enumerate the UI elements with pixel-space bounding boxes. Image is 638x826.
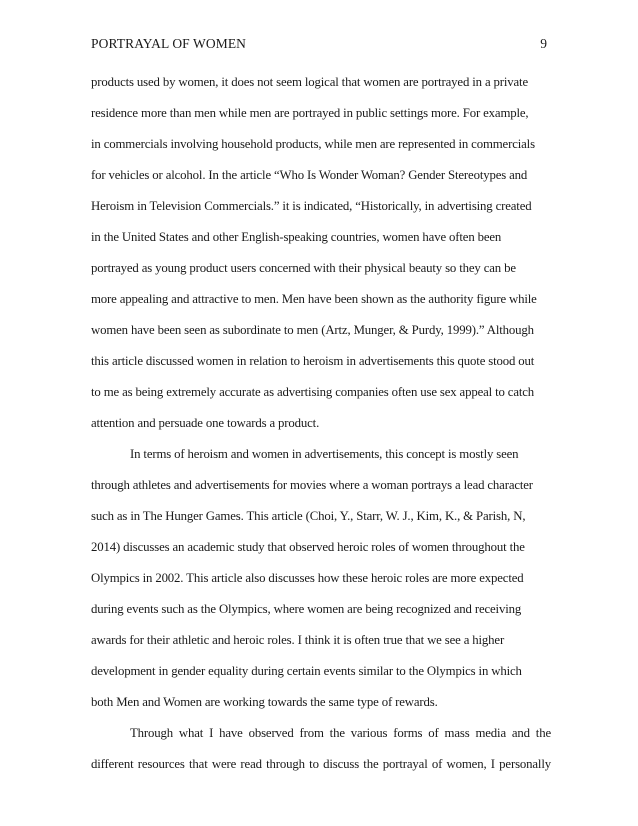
body-line: for vehicles or alcohol. In the article “Who Is Wonder Woman? Gender Stereotypes and — [91, 168, 528, 182]
body-line: both Men and Women are working towards the same type of rewards. — [91, 695, 438, 709]
body-line: development in gender equality during certain events similar to the Olympics in which — [91, 664, 522, 678]
body-line: portrayed as young product users concerned with their physical beauty so they can be — [91, 261, 516, 275]
running-head-title: PORTRAYAL OF WOMEN — [91, 36, 247, 51]
body-line: products used by women, it does not seem logical that women are portrayed in a private — [91, 75, 528, 89]
body-line: different resources that were read through to discuss the portrayal of women, I personally — [91, 757, 551, 771]
body-line: awards for their athletic and heroic roles. I think it is often true that we see a higher — [91, 633, 505, 647]
body-line: Through what I have observed from the various forms of mass media and the — [130, 726, 551, 740]
body-line: more appealing and attractive to men. Men have been shown as the authority figure while — [91, 292, 537, 306]
body-line: during events such as the Olympics, where women are being recognized and receiving — [91, 602, 522, 616]
body-text — [91, 71, 551, 784]
body-line: in commercials involving household products, while men are represented in commercials — [91, 137, 535, 151]
running-head — [91, 34, 547, 54]
body-line: in the United States and other English-speaking countries, women have often been — [91, 230, 502, 244]
body-line: to me as being extremely accurate as advertising companies often use sex appeal to catch — [91, 385, 535, 399]
page-number: 9 — [540, 36, 547, 51]
body-line: Heroism in Television Commercials.” it is indicated, “Historically, in advertising created — [91, 199, 532, 213]
body-line: In terms of heroism and women in advertisements, this concept is mostly seen — [130, 447, 519, 461]
body-line: Olympics in 2002. This article also discusses how these heroic roles are more expected — [91, 571, 524, 585]
body-line: such as in The Hunger Games. This article (Choi, Y., Starr, W. J., Kim, K., & Parish, N, — [91, 509, 526, 523]
body-line: 2014) discusses an academic study that observed heroic roles of women throughout the — [91, 540, 525, 554]
body-line: women have been seen as subordinate to men (Artz, Munger, & Purdy, 1999).” Although — [91, 323, 534, 337]
body-line: through athletes and advertisements for movies where a woman portrays a lead character — [91, 478, 533, 492]
body-line: this article discussed women in relation to heroism in advertisements this quote stood out — [91, 354, 535, 368]
body-line: attention and persuade one towards a product. — [91, 416, 320, 430]
body-line: residence more than men while men are portrayed in public settings more. For example, — [91, 106, 529, 120]
